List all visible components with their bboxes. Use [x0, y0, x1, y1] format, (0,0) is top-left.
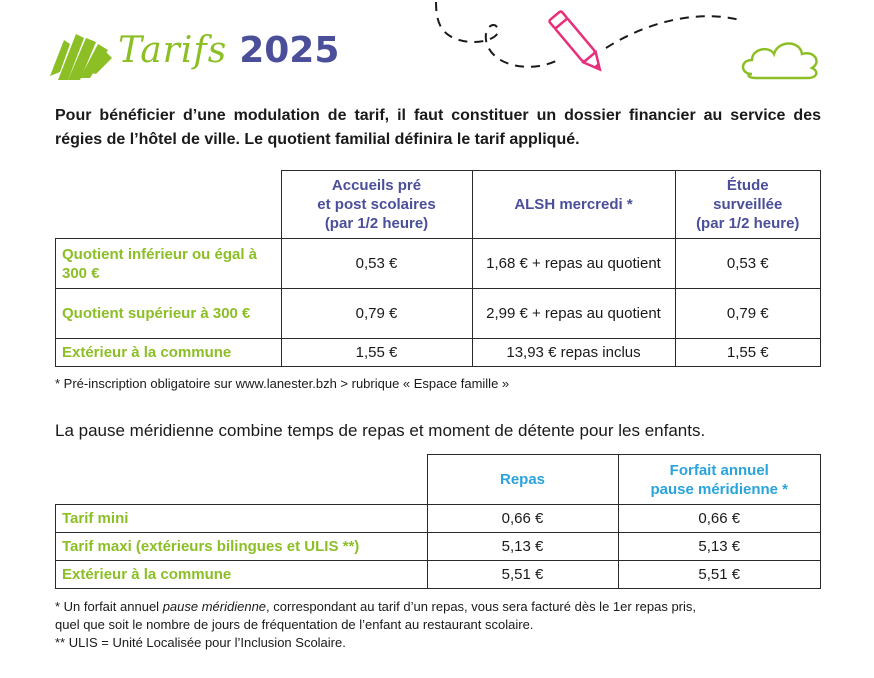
intro-paragraph: Pour bénéficier d’une modulation de tarif, il faut constituer un dossier financier au service des régies de l’hôtel de ville. Le quotient familial définira le tarif appliqué. — [55, 107, 821, 148]
row-label: Extérieur à la commune — [56, 339, 282, 367]
cell: 5,51 € — [618, 561, 821, 589]
footnote-line: quel que soit le nombre de jours de fréquentation de l’enfant au restaurant scolaire. — [55, 617, 534, 632]
cell: 0,79 € — [281, 289, 472, 339]
cell: 1,55 € — [281, 339, 472, 367]
row-label: Tarif maxi (extérieurs bilingues et ULIS **) — [56, 533, 428, 561]
col-header-alsh: ALSH mercredi * — [472, 171, 675, 239]
row-label: Quotient inférieur ou égal à 300 € — [56, 239, 282, 289]
table-row — [56, 505, 821, 533]
cell: 0,53 € — [675, 239, 821, 289]
table-row — [56, 339, 821, 367]
table-row — [56, 239, 821, 289]
cell: 0,66 € — [618, 505, 821, 533]
cell: 1,68 € + repas au quotient — [472, 239, 675, 289]
pause-paragraph: La pause méridienne combine temps de repas et moment de détente pour les enfants. — [55, 421, 706, 440]
cell: 5,51 € — [427, 561, 618, 589]
cell: 0,79 € — [675, 289, 821, 339]
cell: 5,13 € — [618, 533, 821, 561]
tarifs-table — [55, 170, 821, 367]
pause-table — [55, 454, 821, 589]
cell: 0,53 € — [281, 239, 472, 289]
table-row — [56, 561, 821, 589]
page-title — [118, 30, 339, 80]
footnote-ulis: ** ULIS = Unité Localisée pour l’Inclusion Scolaire. — [55, 635, 346, 650]
row-label: Quotient supérieur à 300 € — [56, 289, 282, 339]
col-header-forfait: Forfait annuel pause méridienne * — [618, 455, 821, 505]
pen-icon — [549, 11, 606, 75]
cell: 13,93 € repas inclus — [472, 339, 675, 367]
title-word: Tarifs — [118, 30, 228, 71]
scribble-logo-icon — [50, 34, 112, 80]
table-row — [56, 289, 821, 339]
dashed-trail-icon — [436, 2, 558, 67]
cell: 0,66 € — [427, 505, 618, 533]
cell: 2,99 € + repas au quotient — [472, 289, 675, 339]
footnote-line: * Un forfait annuel pause méridienne, correspondant au tarif d’un repas, vous sera facturé dès le 1er repas pris, — [55, 599, 696, 614]
row-label: Tarif mini — [56, 505, 428, 533]
title-year: 2025 — [239, 30, 340, 71]
table-row — [56, 533, 821, 561]
footnote-forfait — [55, 598, 835, 652]
cell: 5,13 € — [427, 533, 618, 561]
col-header-repas: Repas — [427, 455, 618, 505]
col-header-etude: Étude surveillée (par 1/2 heure) — [675, 171, 821, 239]
footnote-preinscription: * Pré-inscription obligatoire sur www.lanester.bzh > rubrique « Espace famille » — [55, 376, 510, 391]
cell: 1,55 € — [675, 339, 821, 367]
cloud-icon — [743, 44, 817, 79]
col-header-accueils: Accueils pré et post scolaires (par 1/2 heure) — [281, 171, 472, 239]
row-label: Extérieur à la commune — [56, 561, 428, 589]
